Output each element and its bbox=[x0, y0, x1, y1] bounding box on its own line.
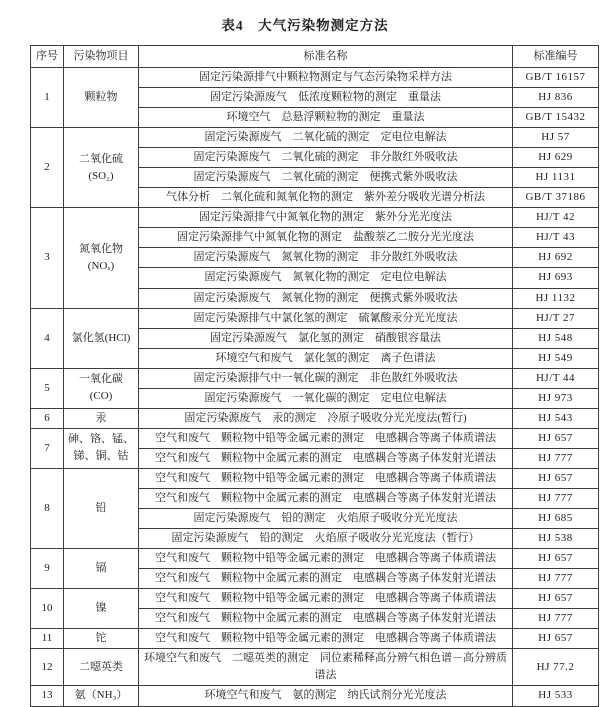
standard-name-cell: 环境空气 总悬浮颗粒物的测定 重量法 bbox=[139, 108, 513, 128]
table-row bbox=[31, 368, 599, 388]
standard-code-cell: GB/T 15432 bbox=[513, 108, 599, 128]
pollutant-cell: 铅 bbox=[64, 468, 139, 548]
standard-code-cell: HJ/T 42 bbox=[513, 208, 599, 228]
serial-number-cell: 9 bbox=[31, 549, 64, 589]
standard-code-cell: HJ 57 bbox=[513, 128, 599, 148]
standard-code-cell: HJ 692 bbox=[513, 248, 599, 268]
standard-code-cell: HJ 77.2 bbox=[513, 649, 599, 686]
standard-code-cell: HJ 657 bbox=[513, 589, 599, 609]
table-row bbox=[31, 629, 599, 649]
standard-name-cell: 固定污染源废气 氮氧化物的测定 便携式紫外吸收法 bbox=[139, 288, 513, 308]
standard-name-cell: 空气和废气 颗粒物中金属元素的测定 电感耦合等离子体发射光谱法 bbox=[139, 488, 513, 508]
standard-name-cell: 固定污染源废气 铅的测定 火焰原子吸收分光光度法 bbox=[139, 509, 513, 529]
standard-code-cell: HJ 693 bbox=[513, 268, 599, 288]
standard-name-cell: 固定污染源废气 一氧化碳的测定 定电位电解法 bbox=[139, 388, 513, 408]
serial-number-cell: 12 bbox=[31, 649, 64, 686]
table-row bbox=[31, 208, 599, 228]
standard-name-cell: 空气和废气 颗粒物中铅等金属元素的测定 电感耦合等离子体质谱法 bbox=[139, 549, 513, 569]
standard-code-cell: HJ 629 bbox=[513, 148, 599, 168]
table-row bbox=[31, 128, 599, 148]
standard-name-cell: 固定污染源废气 氯化氢的测定 硝酸银容量法 bbox=[139, 328, 513, 348]
standard-code-cell: GB/T 16157 bbox=[513, 68, 599, 88]
standard-name-cell: 环境空气和废气 氨的测定 纳氏试剂分光光度法 bbox=[139, 686, 513, 706]
standard-code-cell: HJ 777 bbox=[513, 448, 599, 468]
standard-name-cell: 固定污染源排气中氮氧化物的测定 盐酸萘乙二胺分光光度法 bbox=[139, 228, 513, 248]
header-standard-name: 标准名称 bbox=[139, 46, 513, 68]
standard-name-cell: 环境空气和废气 二噁英类的测定 同位素稀释高分辨气相色谱－高分辨质谱法 bbox=[139, 649, 513, 686]
pollutant-cell: 二噁英类 bbox=[64, 649, 139, 686]
header-serial-number: 序号 bbox=[31, 46, 64, 68]
pollutant-cell: 氮氧化物 (NOₓ) bbox=[64, 208, 139, 308]
serial-number-cell: 7 bbox=[31, 428, 64, 468]
standard-code-cell: HJ 538 bbox=[513, 529, 599, 549]
standard-code-cell: HJ 1131 bbox=[513, 168, 599, 188]
standard-name-cell: 固定污染源排气中氯化氢的测定 硫氰酸汞分光光度法 bbox=[139, 308, 513, 328]
table-row bbox=[31, 649, 599, 686]
serial-number-cell: 11 bbox=[31, 629, 64, 649]
standard-name-cell: 气体分析 二氧化硫和氮氧化物的测定 紫外差分吸收光谱分析法 bbox=[139, 188, 513, 208]
serial-number-cell: 10 bbox=[31, 589, 64, 629]
pollutant-cell: 一氧化碳 (CO) bbox=[64, 368, 139, 408]
standard-name-cell: 环境空气和废气 氯化氢的测定 离子色谱法 bbox=[139, 348, 513, 368]
standard-name-cell: 固定污染源废气 低浓度颗粒物的测定 重量法 bbox=[139, 88, 513, 108]
standard-code-cell: HJ 973 bbox=[513, 388, 599, 408]
standard-name-cell: 固定污染源废气 氮氧化物的测定 非分散红外吸收法 bbox=[139, 248, 513, 268]
serial-number-cell: 6 bbox=[31, 408, 64, 428]
header-pollutant-item: 污染物项目 bbox=[64, 46, 139, 68]
table-row bbox=[31, 686, 599, 706]
serial-number-cell: 1 bbox=[31, 68, 64, 128]
standard-code-cell: HJ 549 bbox=[513, 348, 599, 368]
standard-name-cell: 空气和废气 颗粒物中铅等金属元素的测定 电感耦合等离子体质谱法 bbox=[139, 428, 513, 448]
standard-code-cell: HJ/T 43 bbox=[513, 228, 599, 248]
table-body bbox=[31, 68, 599, 707]
standard-name-cell: 固定污染源废气 汞的测定 冷原子吸收分光光度法(暂行) bbox=[139, 408, 513, 428]
standard-code-cell: HJ 836 bbox=[513, 88, 599, 108]
pollutant-cell: 颗粒物 bbox=[64, 68, 139, 128]
standard-name-cell: 固定污染源废气 二氧化硫的测定 定电位电解法 bbox=[139, 128, 513, 148]
pollutant-cell: 镍 bbox=[64, 589, 139, 629]
table-row bbox=[31, 308, 599, 328]
standard-name-cell: 空气和废气 颗粒物中金属元素的测定 电感耦合等离子体发射光谱法 bbox=[139, 609, 513, 629]
standard-name-cell: 固定污染源废气 氮氧化物的测定 定电位电解法 bbox=[139, 268, 513, 288]
table-row bbox=[31, 408, 599, 428]
standard-name-cell: 固定污染源排气中颗粒物测定与气态污染物采样方法 bbox=[139, 68, 513, 88]
pollutant-cell: 砷、铬、锰、 锑、铜、钴 bbox=[64, 428, 139, 468]
header-row bbox=[31, 46, 599, 68]
standard-code-cell: HJ 777 bbox=[513, 569, 599, 589]
standard-code-cell: HJ 685 bbox=[513, 509, 599, 529]
standard-code-cell: HJ 657 bbox=[513, 629, 599, 649]
standard-code-cell: HJ/T 44 bbox=[513, 368, 599, 388]
standard-name-cell: 固定污染源废气 铅的测定 火焰原子吸收分光光度法（暂行） bbox=[139, 529, 513, 549]
table-row bbox=[31, 68, 599, 88]
standard-code-cell: HJ 657 bbox=[513, 428, 599, 448]
pollutant-cell: 镉 bbox=[64, 549, 139, 589]
serial-number-cell: 8 bbox=[31, 468, 64, 548]
pollutant-cell: 氨（NH₃） bbox=[64, 686, 139, 706]
standard-code-cell: HJ 533 bbox=[513, 686, 599, 706]
pollutant-cell: 铊 bbox=[64, 629, 139, 649]
serial-number-cell: 2 bbox=[31, 128, 64, 208]
serial-number-cell: 5 bbox=[31, 368, 64, 408]
standard-code-cell: HJ 1132 bbox=[513, 288, 599, 308]
standard-name-cell: 空气和废气 颗粒物中金属元素的测定 电感耦合等离子体发射光谱法 bbox=[139, 569, 513, 589]
standard-code-cell: HJ/T 27 bbox=[513, 308, 599, 328]
pollutant-cell: 汞 bbox=[64, 408, 139, 428]
standard-code-cell: HJ 548 bbox=[513, 328, 599, 348]
standard-code-cell: HJ 657 bbox=[513, 468, 599, 488]
standard-code-cell: HJ 777 bbox=[513, 609, 599, 629]
table-row bbox=[31, 428, 599, 448]
table-row bbox=[31, 468, 599, 488]
table-title: 表4 大气污染物测定方法 bbox=[221, 18, 389, 33]
pollutant-cell: 二氧化硫 (SO₂) bbox=[64, 128, 139, 208]
pollutant-cell: 氯化氢(HCl) bbox=[64, 308, 139, 368]
standard-name-cell: 固定污染源废气 二氧化硫的测定 非分散红外吸收法 bbox=[139, 148, 513, 168]
serial-number-cell: 3 bbox=[31, 208, 64, 308]
standard-name-cell: 空气和废气 颗粒物中金属元素的测定 电感耦合等离子体发射光谱法 bbox=[139, 448, 513, 468]
standard-name-cell: 固定污染源排气中一氧化碳的测定 非色散红外吸收法 bbox=[139, 368, 513, 388]
standard-name-cell: 固定污染源排气中氮氧化物的测定 紫外分光光度法 bbox=[139, 208, 513, 228]
serial-number-cell: 13 bbox=[31, 686, 64, 706]
standard-name-cell: 空气和废气 颗粒物中铅等金属元素的测定 电感耦合等离子体质谱法 bbox=[139, 468, 513, 488]
table-row bbox=[31, 549, 599, 569]
standard-name-cell: 空气和废气 颗粒物中铅等金属元素的测定 电感耦合等离子体质谱法 bbox=[139, 589, 513, 609]
standard-code-cell: HJ 657 bbox=[513, 549, 599, 569]
standard-code-cell: GB/T 37186 bbox=[513, 188, 599, 208]
standard-code-cell: HJ 777 bbox=[513, 488, 599, 508]
standard-code-cell: HJ 543 bbox=[513, 408, 599, 428]
standard-name-cell: 固定污染源废气 二氧化硫的测定 便携式紫外吸收法 bbox=[139, 168, 513, 188]
serial-number-cell: 4 bbox=[31, 308, 64, 368]
header-standard-code: 标准编号 bbox=[513, 46, 599, 68]
table-header bbox=[31, 46, 599, 68]
standard-name-cell: 空气和废气 颗粒物中铅等金属元素的测定 电感耦合等离子体质谱法 bbox=[139, 629, 513, 649]
standards-table bbox=[30, 45, 599, 707]
table-row bbox=[31, 589, 599, 609]
